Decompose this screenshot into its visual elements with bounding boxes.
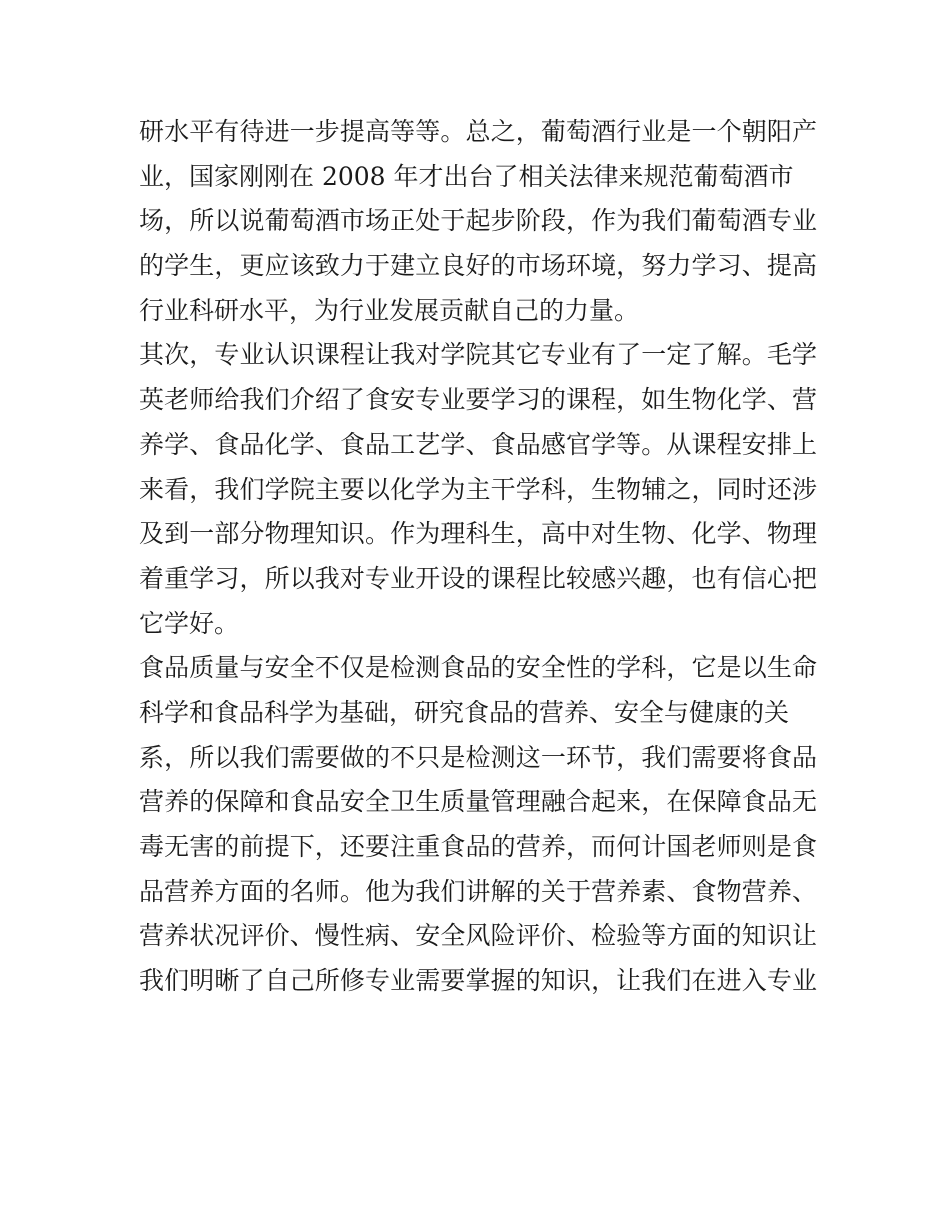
text-line: 营养的保障和食品安全卫生质量管理融合起来，在保障食品无 [139, 787, 817, 817]
text-line: 营养状况评价、慢性病、安全风险评价、检验等方面的知识让 [139, 921, 817, 951]
text-line: 系，所以我们需要做的不只是检测这一环节，我们需要将食品 [139, 742, 817, 772]
text-line: 的学生，更应该致力于建立良好的市场环境，努力学习、提高 [139, 251, 817, 281]
text-line: 着重学习，所以我对专业开设的课程比较感兴趣，也有信心把 [139, 563, 817, 593]
text-line: 它学好。 [139, 608, 240, 638]
text-line: 英老师给我们介绍了食安专业要学习的课程，如生物化学、营 [139, 385, 817, 415]
text-line: 来看，我们学院主要以化学为主干学科，生物辅之，同时还涉 [139, 474, 817, 504]
body-text [139, 110, 817, 1004]
text-line: 其次，专业认识课程让我对学院其它专业有了一定了解。毛学 [139, 340, 817, 370]
text-line: 业，国家刚刚在 2008 年才出台了相关法律来规范葡萄酒市 [139, 161, 794, 191]
text-line: 食品质量与安全不仅是检测食品的安全性的学科，它是以生命 [139, 653, 817, 683]
text-line: 毒无害的前提下，还要注重食品的营养，而何计国老师则是食 [139, 832, 817, 861]
text-line: 研水平有待进一步提高等等。总之，葡萄酒行业是一个朝阳产 [139, 117, 817, 146]
text-line: 品营养方面的名师。他为我们讲解的关于营养素、食物营养、 [139, 876, 817, 906]
text-line: 养学、食品化学、食品工艺学、食品感官学等。从课程安排上 [139, 429, 817, 459]
text-line: 我们明晰了自己所修专业需要掌握的知识，让我们在进入专业 [139, 966, 817, 996]
text-line: 及到一部分物理知识。作为理科生，高中对生物、化学、物理 [139, 519, 817, 549]
text-line: 科学和食品科学为基础，研究食品的营养、安全与健康的关 [139, 697, 790, 727]
text-line: 行业科研水平，为行业发展贡献自己的力量。 [139, 295, 640, 325]
text-line: 场，所以说葡萄酒市场正处于起步阶段，作为我们葡萄酒专业 [139, 206, 817, 236]
